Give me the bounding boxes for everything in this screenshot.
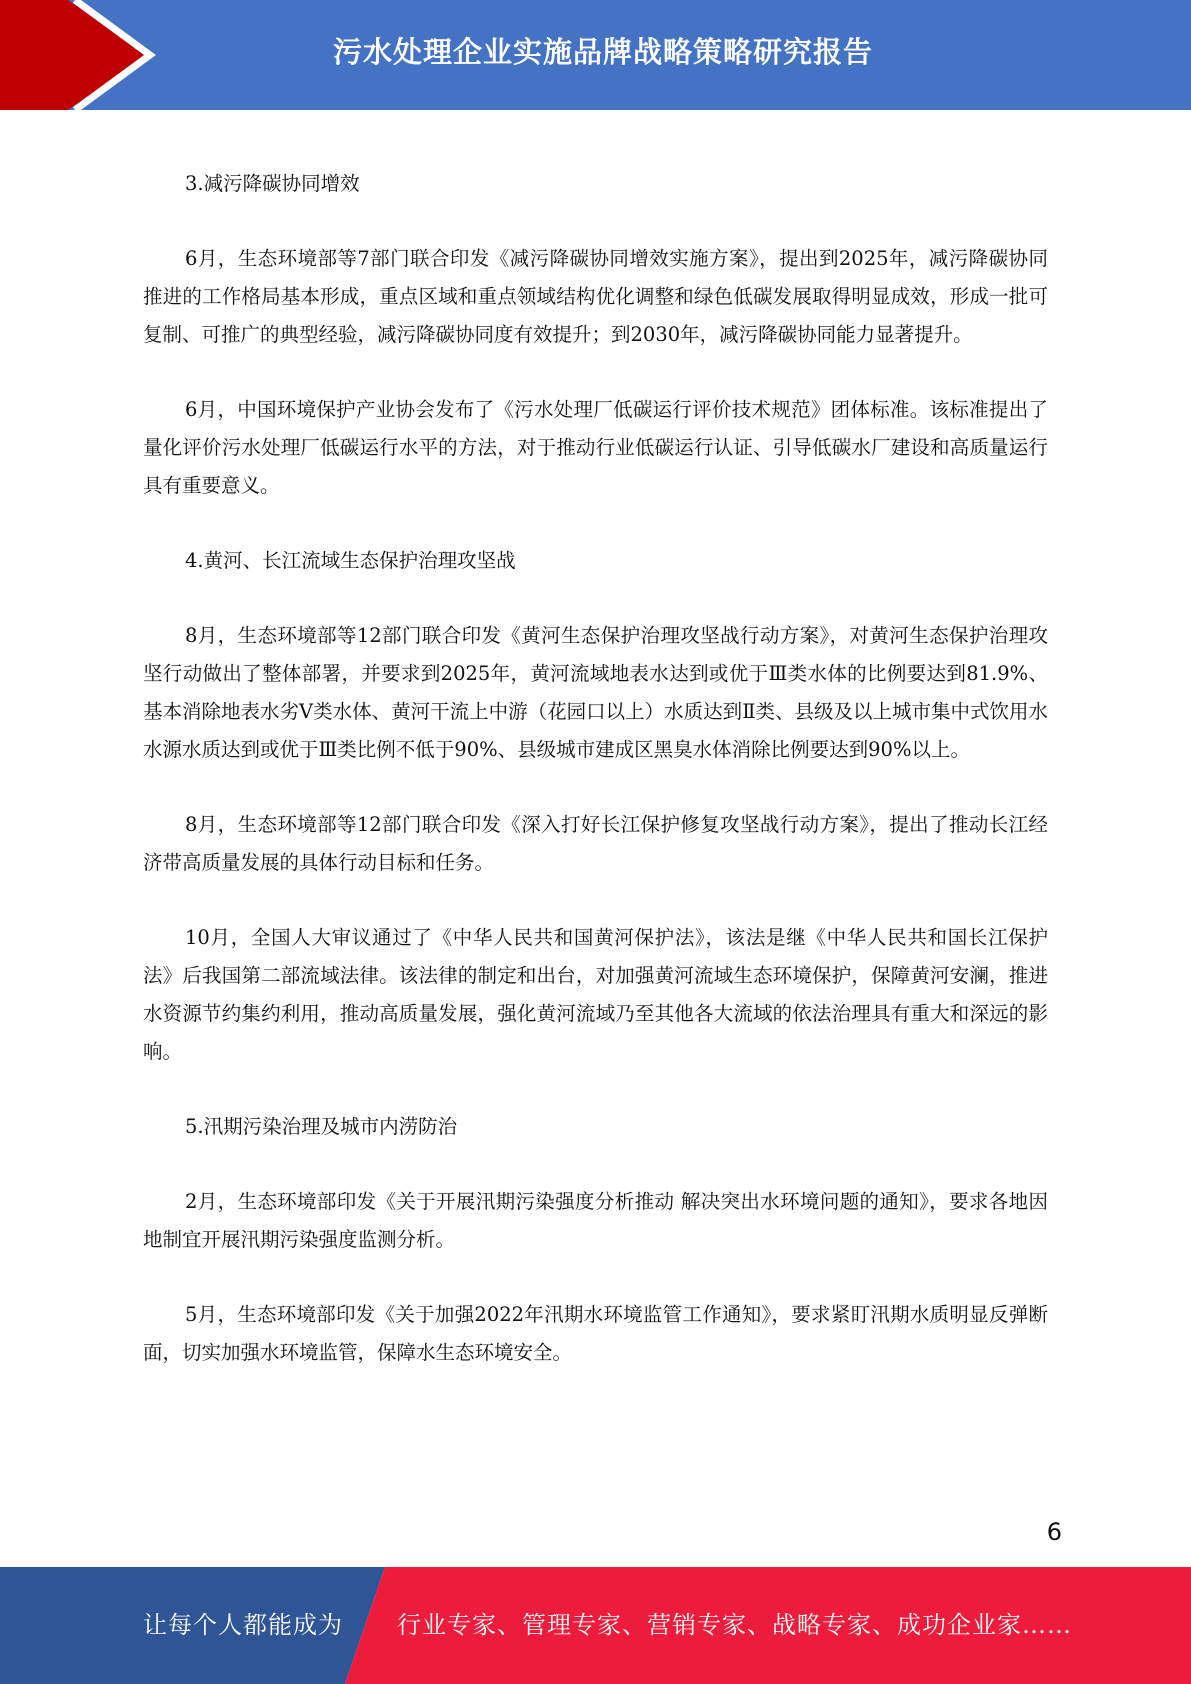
page-number: 6 <box>1046 1518 1062 1546</box>
body-paragraph: 6月，生态环境部等7部门联合印发《减污降碳协同增效实施方案》，提出到2025年，减污降碳协同推进的工作格局基本形成，重点区域和重点领域结构优化调整和绿色低碳发展取得明显成效，形成一批可复制、可推广的典型经验，减污降碳协同度有效提升；到2030年，减污降碳协同能力显著提升。 <box>143 247 1048 346</box>
section-heading-5: 5.汛期污染治理及城市内涝防治 <box>185 1115 458 1138</box>
red-chevron-decoration <box>0 0 170 110</box>
footer-slogan-right: 行业专家、管理专家、营销专家、战略专家、成功企业家…… <box>397 1611 1072 1639</box>
document-body <box>143 165 1048 1409</box>
section-heading-3: 3.减污降碳协同增效 <box>185 172 360 195</box>
body-paragraph: 10月，全国人大审议通过了《中华人民共和国黄河保护法》，该法是继《中华人民共和国长江保护法》后我国第二部流域法律。该法律的制定和出台，对加强黄河流域生态环境保护，保障黄河安澜，推进水资源节约集约利用，推动高质量发展，强化黄河流域乃至其他各大流域的依法治理具有重大和深远的影响。 <box>143 926 1048 1063</box>
page-header-banner <box>0 0 1191 110</box>
report-title: 污水处理企业实施品牌战略策略研究报告 <box>332 35 873 69</box>
section-heading-4: 4.黄河、长江流域生态保护治理攻坚战 <box>185 549 516 572</box>
footer-slogan-left: 让每个人都能成为 <box>143 1611 343 1639</box>
body-paragraph: 6月，中国环境保护产业协会发布了《污水处理厂低碳运行评价技术规范》团体标准。该标准提出了量化评价污水处理厂低碳运行水平的方法，对于推动行业低碳运行认证、引导低碳水厂建设和高质量运行具有重要意义。 <box>143 398 1048 497</box>
body-paragraph: 2月，生态环境部印发《关于开展汛期污染强度分析推动 解决突出水环境问题的通知》，要求各地因地制宜开展汛期污染强度监测分析。 <box>143 1190 1048 1251</box>
page-footer-banner <box>0 1567 1191 1684</box>
body-paragraph: 5月，生态环境部印发《关于加强2022年汛期水环境监管工作通知》，要求紧盯汛期水质明显反弹断面，切实加强水环境监管，保障水生态环境安全。 <box>143 1303 1048 1364</box>
body-paragraph: 8月，生态环境部等12部门联合印发《深入打好长江保护修复攻坚战行动方案》，提出了推动长江经济带高质量发展的具体行动目标和任务。 <box>143 813 1048 874</box>
body-paragraph: 8月，生态环境部等12部门联合印发《黄河生态保护治理攻坚战行动方案》，对黄河生态保护治理攻坚行动做出了整体部署，并要求到2025年，黄河流域地表水达到或优于Ⅲ类水体的比例要达到81.9%、基本消除地表水劣Ⅴ类水体、黄河干流上中游（花园口以上）水质达到Ⅱ类、县级及以上城市集中式饮用水水源水质达到或优于Ⅲ类比例不低于90%、县级城市建成区黑臭水体消除比例要达到90%以上。 <box>143 624 1048 761</box>
